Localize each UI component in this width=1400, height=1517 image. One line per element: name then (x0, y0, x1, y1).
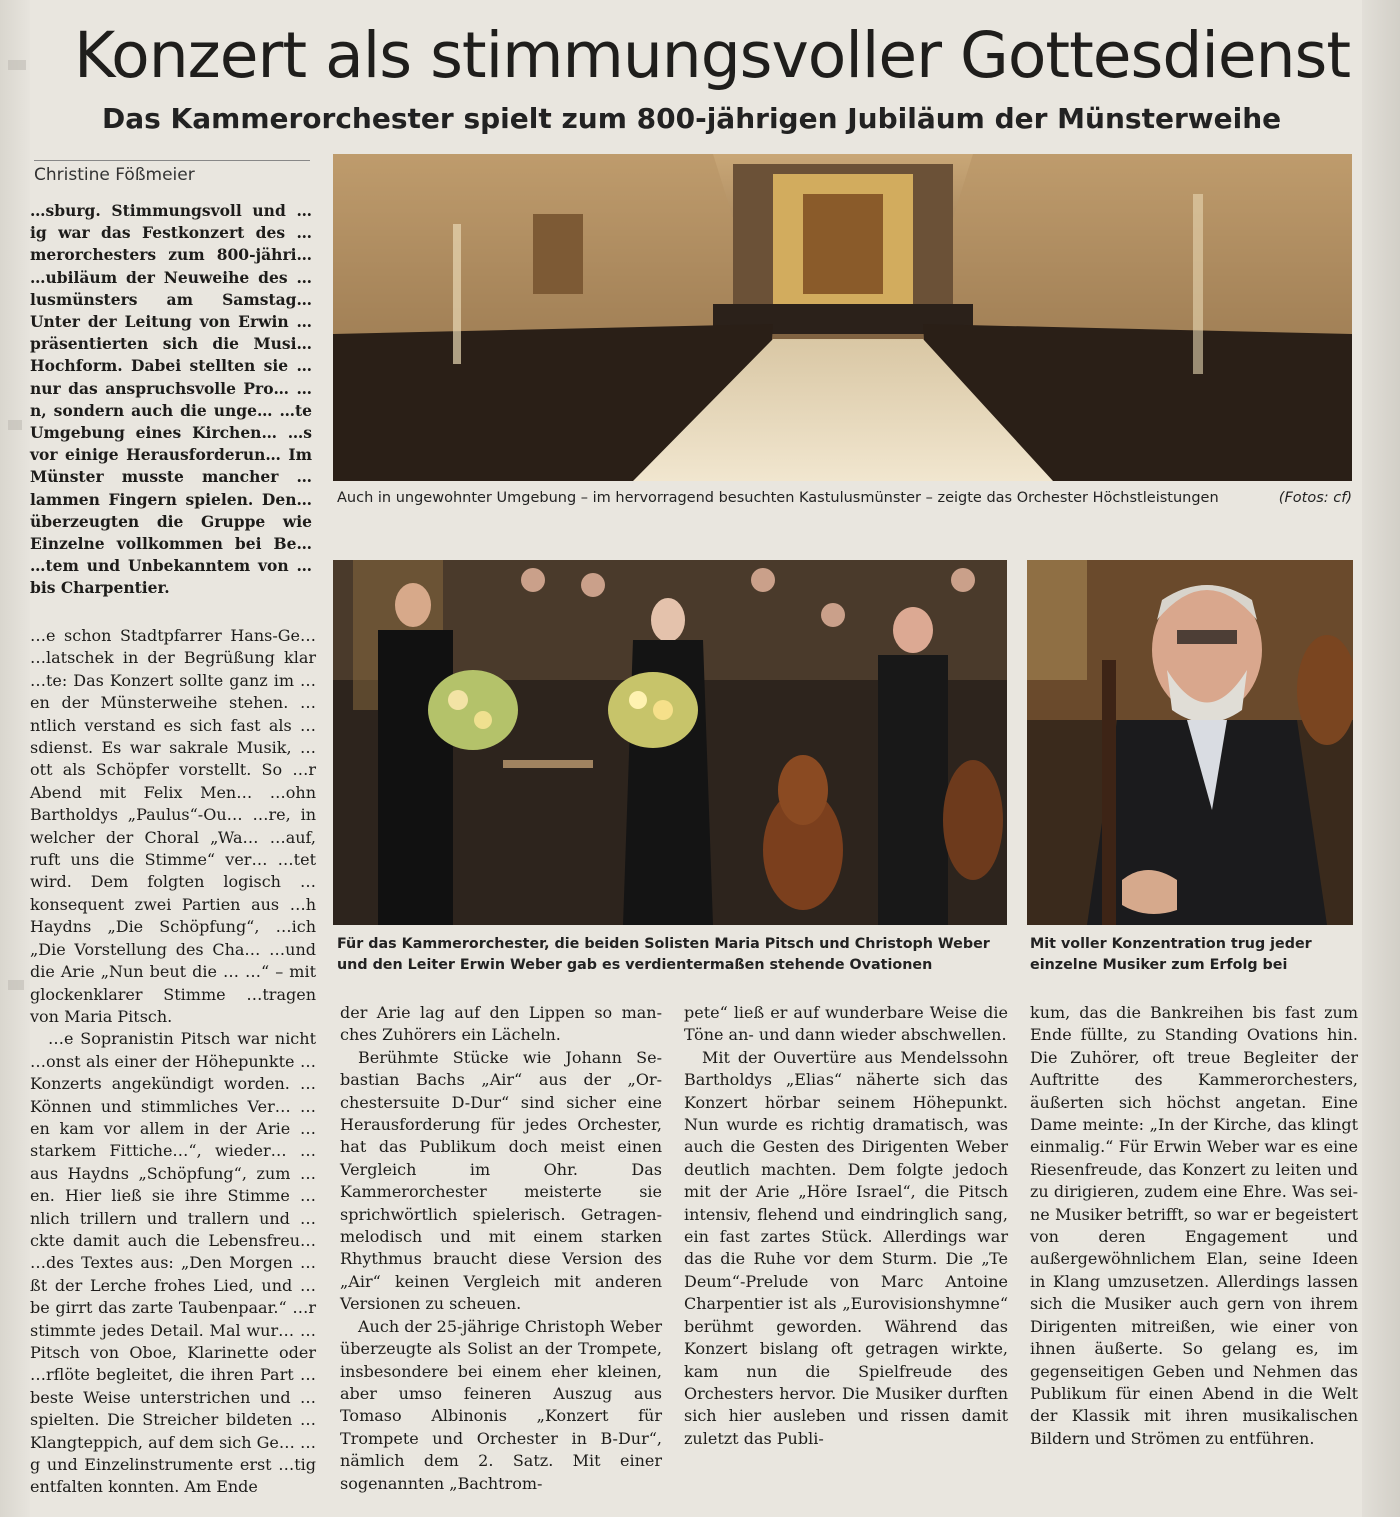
paragraph: Mit der Ouvertüre aus Mendelssohn Bartholdys „Elias“ näherte sich das Konzert hörbar seinem Höhepunkt. Nun wurde es richtig dramatisch, was auch die Gesten des Dirigenten Weber deutlich machten. Dem folgte jedoch mit der Arie „Höre Israel“, die Pitsch intensiv, flehend und eindringlich sang, ein fast zartes Stück. Allerdings war das die Ruhe vor dem Sturm. Die „Te Deum“-Prelude von Marc Antoine Charpentier ist als „Eurovisionshymne“ berühmt geworden. Während das Konzert bislang oft getragen wirkte, kam nun die Spielfreude des Orchesters hervor. Die Musiker durften sich hier ausleben und rissen damit zuletzt das Publi- (684, 1047, 1008, 1448)
article-column-3 (684, 1002, 1008, 1450)
edge-mark (8, 980, 24, 990)
edge-mark (8, 60, 26, 70)
article-column-2 (340, 1002, 662, 1495)
author-byline: Christine Fößmeier (34, 160, 310, 187)
edge-mark (8, 420, 22, 430)
paragraph: kum, das die Bankreihen bis fast zum Ende füllte, zu Standing Ovations hin. Die Zuhörer, oft treue Begleiter der Auftritte des Kammerorchesters, äußerten sich höchst angetan. Eine Dame meinte: „In der Kirche, das klingt einmalig.“ Für Erwin Weber war es eine Riesenfreude, das Konzert zu leiten und zu dirigieren, zudem eine Ehre. Was seine Musiker betrifft, so war er begeistert von deren Engagement und außergewöhnlichem Elan, seine Ideen in Klang umzusetzen. Allerdings lassen sich die Musiker auch gern von ihrem Dirigenten mitreißen, wie einer von ihnen äußerte. So gelang es, im gegenseitigen Geben und Nehmen das Publikum für einen Abend in die Welt der Klassik mit ihren musikalischen Bildern und Strömen zu entführen. (1030, 1003, 1358, 1448)
church-interior-photo (333, 154, 1352, 481)
article-column-1 (30, 625, 316, 1499)
article-column-4 (1030, 1002, 1358, 1450)
article-lead: …sburg. Stimmungsvoll und …ig war das Festkonzert des …merorchesters zum 800-jähri… …ubiläum der Neuweihe des …lusmünsters am Samstag… Unter der Leitung von Erwin … präsentierten sich die Musi… Hochform. Dabei stellten sie … nur das anspruchsvolle Pro… …n, sondern auch die unge… …te Umgebung eines Kirchen… …s vor einige Herausforderun… Im Münster musste mancher …lammen Fingern spielen. Den… überzeugten die Gruppe wie Einzelne vollkommen bei Be… …tem und Unbekanntem von …bis Charpentier. (30, 201, 312, 598)
paragraph: …e schon Stadtpfarrer Hans-Ge… …latschek in der Begrüßung klar …te: Das Konzert sollte ganz im …en der Münsterweihe stehen. …ntlich verstand es sich fast als …sdienst. Es war sakrale Musik, …ott als Schöpfer vorstellt. So …r Abend mit Felix Men… …ohn Bartholdys „Paulus“-Ou… …re, in welcher der Choral „Wa… …auf, ruft uns die Stimme“ ver… …tet wird. Dem folgten logisch … konsequent zwei Partien aus …h Haydns „Die Schöpfung“, …ich „Die Vorstellung des Cha… …und die Arie „Nun beut die … …“ – mit glockenklarer Stimme …tragen von Maria Pitsch. (30, 626, 316, 1026)
caption-text: Auch in ungewohnter Umgebung – im hervorragend besuchten Kastulusmünster – zeigte das Orchester Höchstleistungen (337, 490, 1219, 506)
page-edge-right (1362, 0, 1400, 1517)
musician-photo (1027, 560, 1353, 925)
article-headline: Konzert als stimmungsvoller Gottesdienst (74, 19, 1351, 92)
musician-photo-caption: Mit voller Konzentration trug jeder einzelne Musiker zum Erfolg bei (1030, 936, 1312, 973)
church-photo-caption (337, 488, 1352, 509)
paragraph: Berühmte Stücke wie Johann Sebastian Bachs „Air“ aus der „Orchestersuite D-Dur“ sind sicher eine Herausforderung für jedes Orchester, hat das Publikum doch meist einen Vergleich im Ohr. Das Kammerorchester meisterte sie sprichwörtlich spielerisch. Getragen-melodisch und mit einem starken Rhythmus braucht diese Version des „Air“ keinen Vergleich mit anderen Versionen zu scheuen. (340, 1047, 662, 1314)
soloists-photo (333, 560, 1007, 925)
paragraph: …e Sopranistin Pitsch war nicht …onst als einer der Höhepunkte … Konzerts angekündigt worden. … Können und stimmliches Ver… …en kam vor allem in der Arie … starkem Fittiche…“, wieder… …aus Haydns „Schöpfung“, zum …en. Hier ließ sie ihre Stimme …nlich trillern und trallern und …ckte damit auch die Lebensfreu… …des Textes aus: „Den Morgen …ßt der Lerche frohes Lied, und …be girrt das zarte Taubenpaar.“ …r stimmte jedes Detail. Mal wur… …Pitsch von Oboe, Klarinette oder …rflöte begleitet, die ihren Part … beste Weise unterstrichen und …spielten. Die Streicher bildeten … Klangteppich, auf dem sich Ge… …g und Einzelinstrumente erst …tig entfalten konnten. Am Ende (30, 1029, 316, 1497)
paragraph: der Arie lag auf den Lippen so manches Zuhörers ein Lächeln. (340, 1003, 662, 1045)
page-edge-left (0, 0, 30, 1517)
photo-credit: (Fotos: cf) (1278, 490, 1352, 506)
paragraph: Auch der 25-jährige Christoph Weber überzeugte als Solist an der Trompete, insbesondere bei einem eher kleinen, aber umso feineren Auszug aus Tomaso Albinonis „Konzert für Trompete und Orchester in B-Dur“, nämlich dem 2. Satz. Mit einer sogenannten „Bachtrom- (340, 1316, 662, 1493)
paragraph: pete“ ließ er auf wunderbare Weise die Töne an- und dann wieder abschwellen. (684, 1003, 1008, 1045)
soloists-photo-caption: Für das Kammerorchester, die beiden Solisten Maria Pitsch und Christoph Weber und den Leiter Erwin Weber gab es verdientermaßen stehende Ovationen (337, 936, 990, 973)
article-subheadline: Das Kammerorchester spielt zum 800-jährigen Jubiläum der Münsterweihe (102, 102, 1282, 135)
